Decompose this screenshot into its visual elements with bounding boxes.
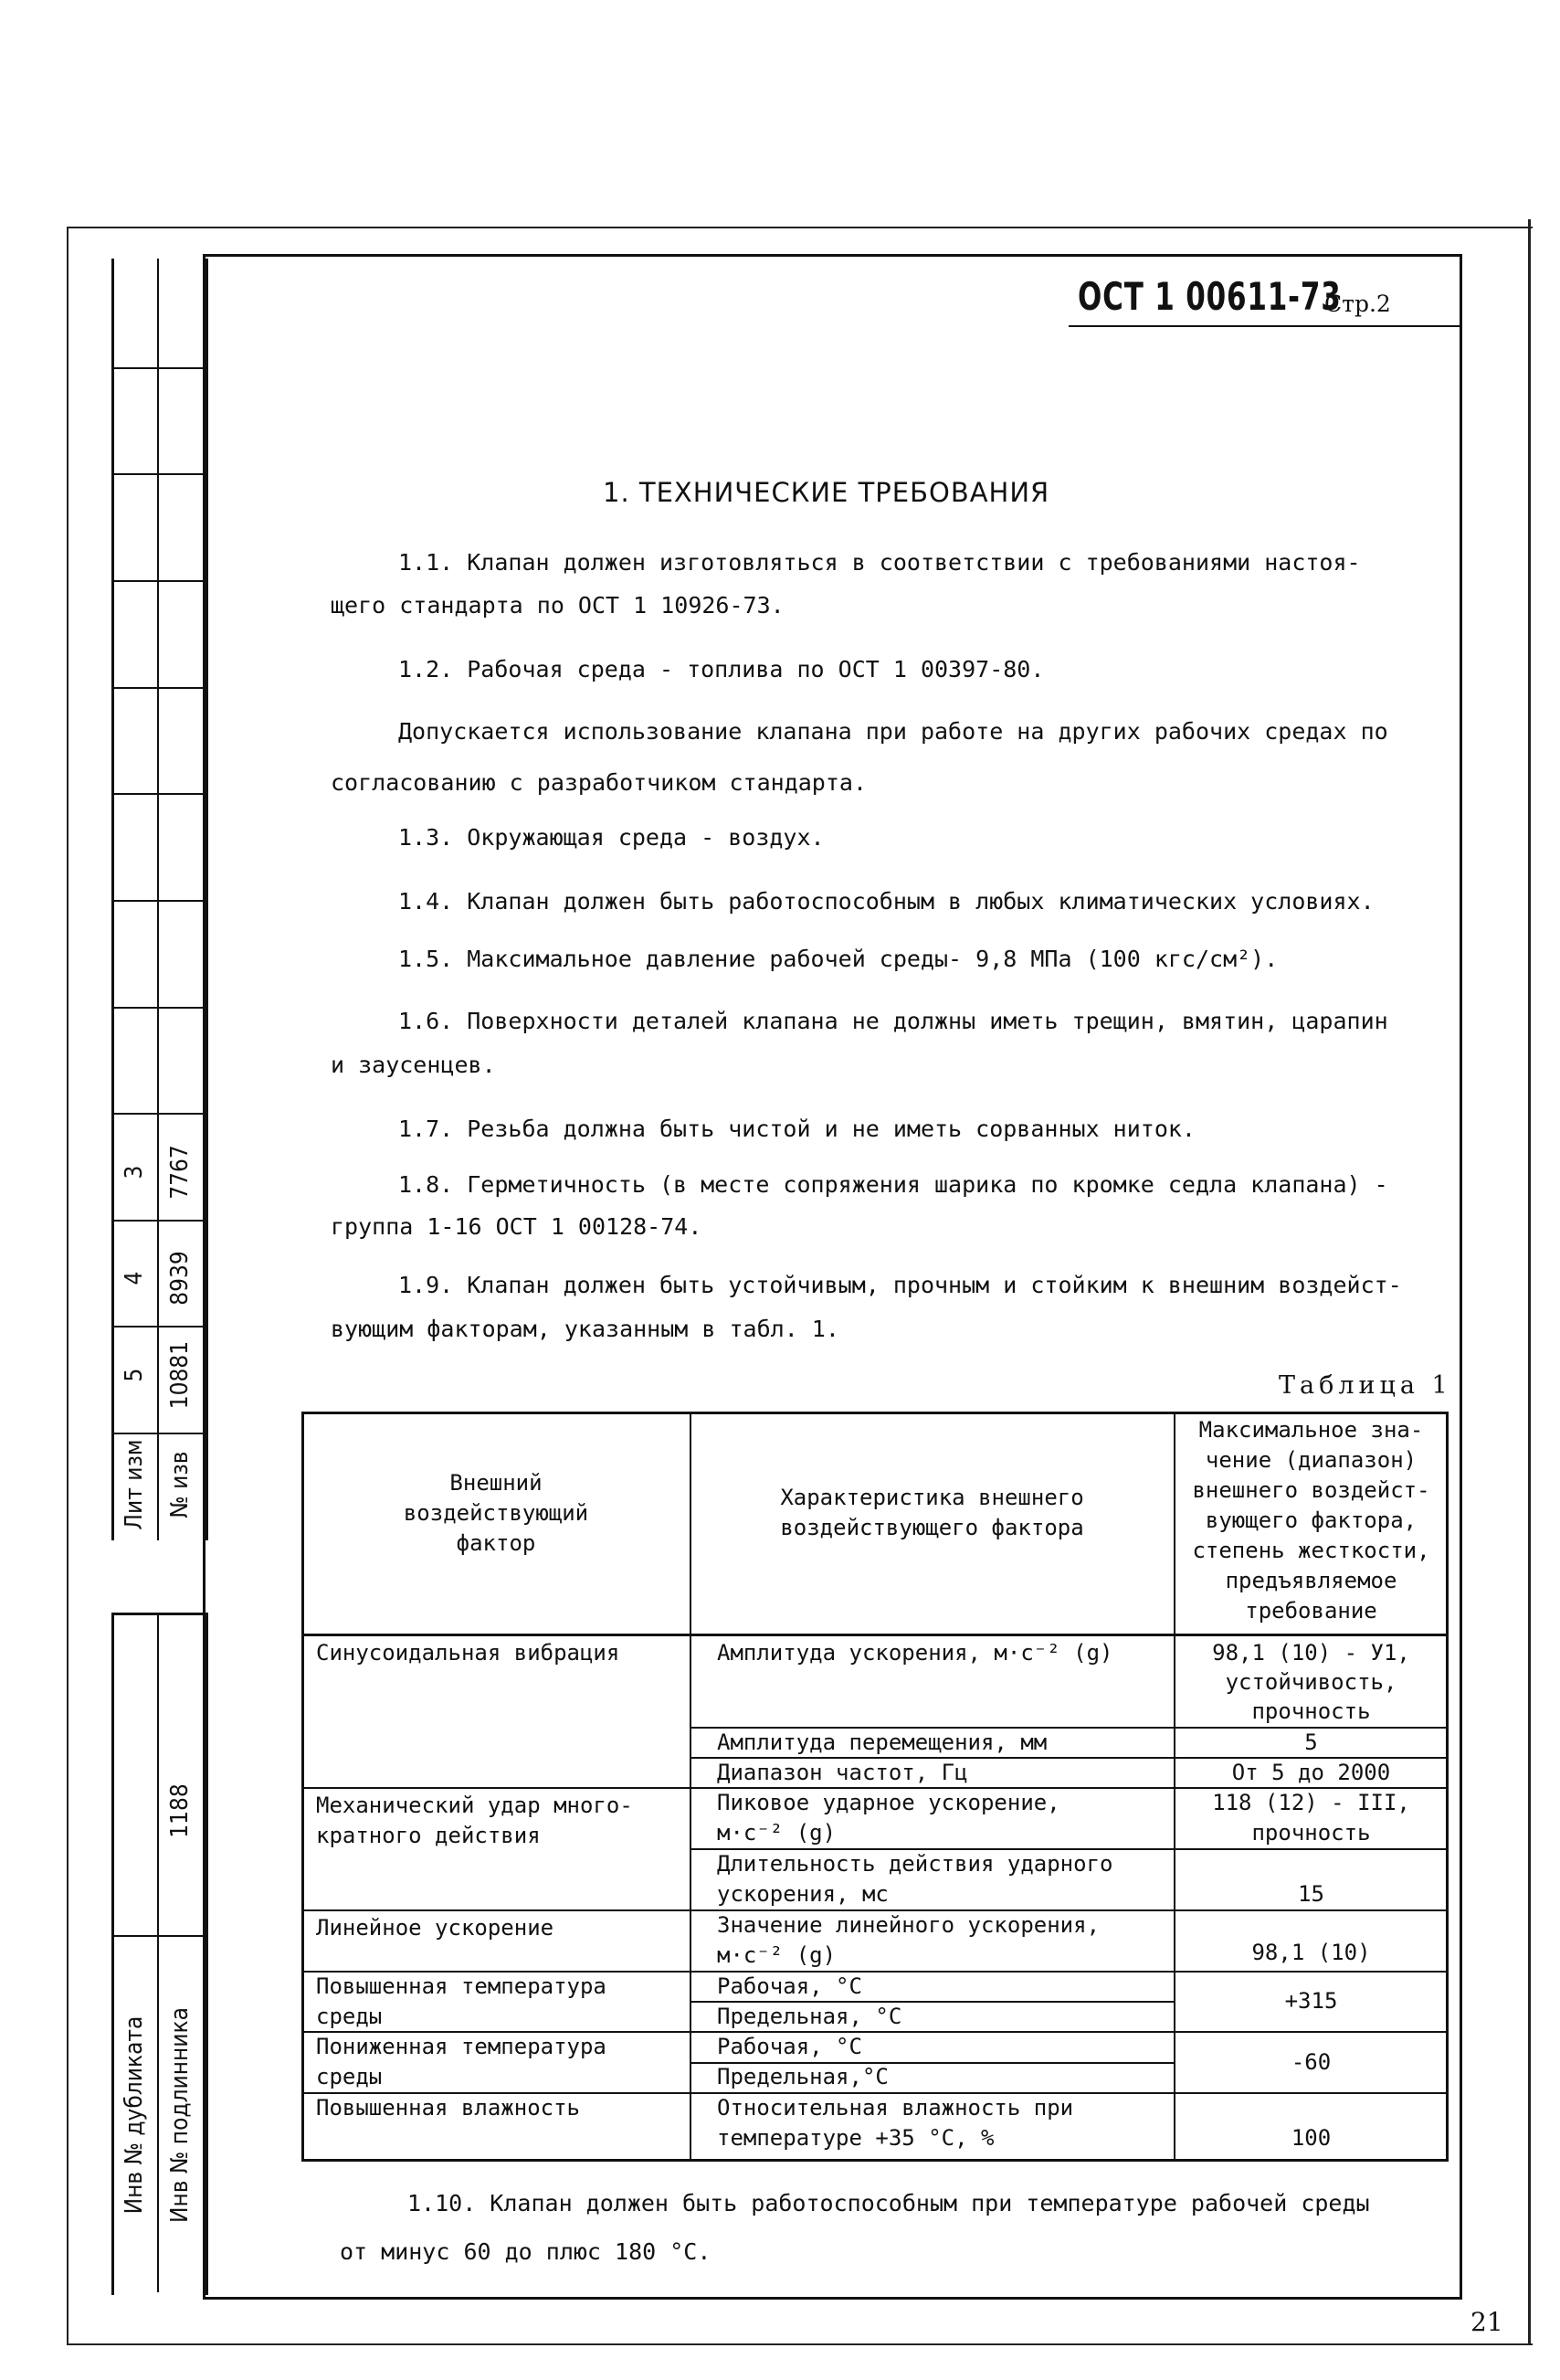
table-caption: Таблица 1 bbox=[1279, 1371, 1452, 1400]
stamp-izv-8939: 8939 bbox=[166, 1251, 194, 1306]
table-header-bottom bbox=[301, 1634, 1446, 1636]
paragraph-allowed-line2: согласованию с разработчиком стандарта. bbox=[331, 769, 867, 796]
header-characteristic-line1: Характеристика внешнего bbox=[780, 1485, 1084, 1510]
cell-cold-v: -60 bbox=[1291, 2049, 1332, 2075]
paragraph-1-5: 1.5. Максимальное давление рабочей среды- 9,8 МПа (100 кгс/см²). bbox=[398, 946, 1279, 972]
paragraph-1-10-line2: от минус 60 до плюс 180 °С. bbox=[340, 2238, 711, 2265]
stamp-inv-podl-value: 1188 bbox=[166, 1783, 194, 1838]
cell-sin-v1-line1: 98,1 (10) - У1, bbox=[1212, 1640, 1410, 1666]
paragraph-1-1-line2: щего стандарта по ОСТ 1 10926-73. bbox=[331, 592, 785, 619]
cell-lin-c1-line2: м·с⁻² (g) bbox=[717, 1942, 837, 1968]
cell-cold-factor-line2: среды bbox=[316, 2064, 383, 2089]
page-label: Стр.2 bbox=[1324, 291, 1391, 317]
section-title: 1. ТЕХНИЧЕСКИЕ ТРЕБОВАНИЯ bbox=[603, 477, 1050, 508]
cell-hot-factor-line1: Повышенная температура bbox=[316, 1973, 606, 1999]
stamp-line bbox=[111, 1326, 203, 1328]
header-value-line1: Максимальное зна- bbox=[1198, 1417, 1424, 1443]
cell-mech-c1-line1: Пиковое ударное ускорение, bbox=[717, 1790, 1060, 1815]
outer-frame-edge bbox=[1528, 219, 1531, 2343]
header-characteristic-line2: воздействующего фактора bbox=[780, 1515, 1084, 1540]
cell-sin-v3: От 5 до 2000 bbox=[1231, 1760, 1391, 1785]
cell-sin-factor: Синусоидальная вибрация bbox=[316, 1640, 620, 1666]
stamp-izv-7767: 7767 bbox=[166, 1145, 194, 1200]
document-code: ОСТ 1 00611-73 bbox=[1078, 274, 1342, 319]
cell-mech-c1-line2: м·с⁻² (g) bbox=[717, 1820, 837, 1846]
cell-sin-v1-line3: прочность bbox=[1251, 1698, 1371, 1724]
paragraph-1-6-line2: и заусенцев. bbox=[331, 1052, 496, 1078]
cell-sin-c3: Диапазон частот, Гц bbox=[717, 1760, 968, 1785]
cell-mech-c2-line1: Длительность действия ударного bbox=[717, 1851, 1113, 1877]
cell-cold-factor-line1: Пониженная температура bbox=[316, 2034, 606, 2059]
stamp-line bbox=[111, 900, 203, 902]
inventory-stamp-divider bbox=[157, 1613, 159, 2292]
cell-sin-v2: 5 bbox=[1304, 1729, 1318, 1755]
stamp-line bbox=[111, 1007, 203, 1009]
paragraph-1-7: 1.7. Резьба должна быть чистой и не иметь сорванных ниток. bbox=[398, 1116, 1196, 1142]
stamp-no-izv-label: № изв bbox=[166, 1451, 194, 1518]
cell-mech-factor-line2: кратного действия bbox=[316, 1823, 541, 1848]
paragraph-allowed-line1: Допускается использование клапана при работе на других рабочих средах по bbox=[398, 718, 1388, 745]
paragraph-1-1-line1: 1.1. Клапан должен изготовляться в соответствии с требованиями настоя- bbox=[398, 549, 1361, 576]
cell-sin-v1-line2: устойчивость, bbox=[1225, 1669, 1397, 1695]
stamp-inv-podl-label: Инв № подлинника bbox=[166, 2007, 194, 2223]
cell-hot-factor-line2: среды bbox=[316, 2004, 383, 2029]
stamp-lit-5: 5 bbox=[121, 1368, 148, 1382]
cell-mech-c2-line2: ускорения, мс bbox=[717, 1881, 889, 1907]
paragraph-1-10-line1: 1.10. Клапан должен быть работоспособным при температуре рабочей среды bbox=[407, 2190, 1370, 2216]
paragraph-1-9-line1: 1.9. Клапан должен быть устойчивым, прочным и стойким к внешним воздейст- bbox=[398, 1272, 1402, 1298]
cell-hum-factor: Повышенная влажность bbox=[316, 2095, 580, 2121]
cell-mech-v2: 15 bbox=[1298, 1881, 1324, 1907]
stamp-line bbox=[111, 793, 203, 795]
cell-hot-c2: Предельная, °С bbox=[717, 2004, 902, 2029]
page-number: 21 bbox=[1470, 2307, 1503, 2337]
cell-mech-v1-line1: 118 (12) - III, bbox=[1212, 1790, 1410, 1815]
header-factor-line3: фактор bbox=[456, 1530, 536, 1556]
cell-hot-c1: Рабочая, °С bbox=[717, 1973, 862, 1999]
header-factor-line2: воздействующий bbox=[403, 1500, 589, 1526]
header-value-line2: чение (диапазон) bbox=[1205, 1447, 1418, 1473]
paragraph-1-8-line1: 1.8. Герметичность (в месте сопряжения шарика по кромке седла клапана) - bbox=[398, 1171, 1388, 1198]
header-value-line7: требование bbox=[1245, 1598, 1377, 1624]
paragraph-1-9-line2: вующим факторам, указанным в табл. 1. bbox=[331, 1316, 839, 1342]
stamp-izv-10881: 10881 bbox=[166, 1340, 194, 1410]
stamp-lit-4: 4 bbox=[121, 1271, 148, 1285]
cell-cold-c2: Предельная,°С bbox=[717, 2064, 889, 2089]
stamp-line bbox=[111, 687, 203, 689]
header-value-line5: степень жесткости, bbox=[1192, 1538, 1430, 1563]
cell-hum-c1-line2: температуре +35 °С, % bbox=[717, 2125, 995, 2151]
table-col-divider bbox=[690, 1412, 691, 2159]
stamp-inv-dubl-label: Инв № дубликата bbox=[121, 2015, 148, 2215]
stamp-lit-izm-label: Лит изм bbox=[121, 1439, 148, 1530]
header-underline bbox=[1069, 325, 1461, 327]
stamp-line bbox=[111, 473, 203, 475]
cell-lin-c1-line1: Значение линейного ускорения, bbox=[717, 1912, 1101, 1938]
cell-lin-v1: 98,1 (10) bbox=[1251, 1940, 1371, 1965]
paragraph-1-2: 1.2. Рабочая среда - топлива по ОСТ 1 00397-80. bbox=[398, 656, 1045, 682]
paragraph-1-4: 1.4. Клапан должен быть работоспособным в любых климатических условиях. bbox=[398, 888, 1375, 915]
cell-cold-c1: Рабочая, °С bbox=[717, 2034, 862, 2059]
header-value-line3: внешнего воздейст- bbox=[1192, 1477, 1430, 1503]
cell-lin-factor: Линейное ускорение bbox=[316, 1915, 554, 1941]
header-factor-line1: Внешний bbox=[449, 1470, 543, 1496]
stamp-line bbox=[111, 367, 203, 369]
paragraph-1-6-line1: 1.6. Поверхности деталей клапана не должны иметь трещин, вмятин, царапин bbox=[398, 1008, 1388, 1034]
cell-mech-factor-line1: Механический удар много- bbox=[316, 1793, 633, 1818]
cell-hum-c1-line1: Относительная влажность при bbox=[717, 2095, 1074, 2121]
cell-mech-v1-line2: прочность bbox=[1251, 1820, 1371, 1846]
cell-sin-c2: Амплитуда перемещения, мм bbox=[717, 1729, 1048, 1755]
paragraph-1-8-line2: группа 1-16 ОСТ 1 00128-74. bbox=[331, 1213, 702, 1240]
header-value-line6: предъявляемое bbox=[1225, 1568, 1397, 1593]
table-col-divider bbox=[1174, 1412, 1175, 2159]
cell-sin-c1: Амплитуда ускорения, м·с⁻² (g) bbox=[717, 1640, 1113, 1666]
stamp-line bbox=[111, 1220, 203, 1222]
stamp-line bbox=[111, 1935, 203, 1937]
header-value-line4: вующего фактора, bbox=[1205, 1507, 1418, 1533]
stamp-line bbox=[111, 1113, 203, 1115]
cell-hot-v: +315 bbox=[1284, 1988, 1338, 2014]
cell-hum-v: 100 bbox=[1291, 2125, 1332, 2151]
paragraph-1-3: 1.3. Окружающая среда - воздух. bbox=[398, 824, 825, 851]
stamp-lit-3: 3 bbox=[121, 1165, 148, 1179]
stamp-line bbox=[111, 580, 203, 582]
